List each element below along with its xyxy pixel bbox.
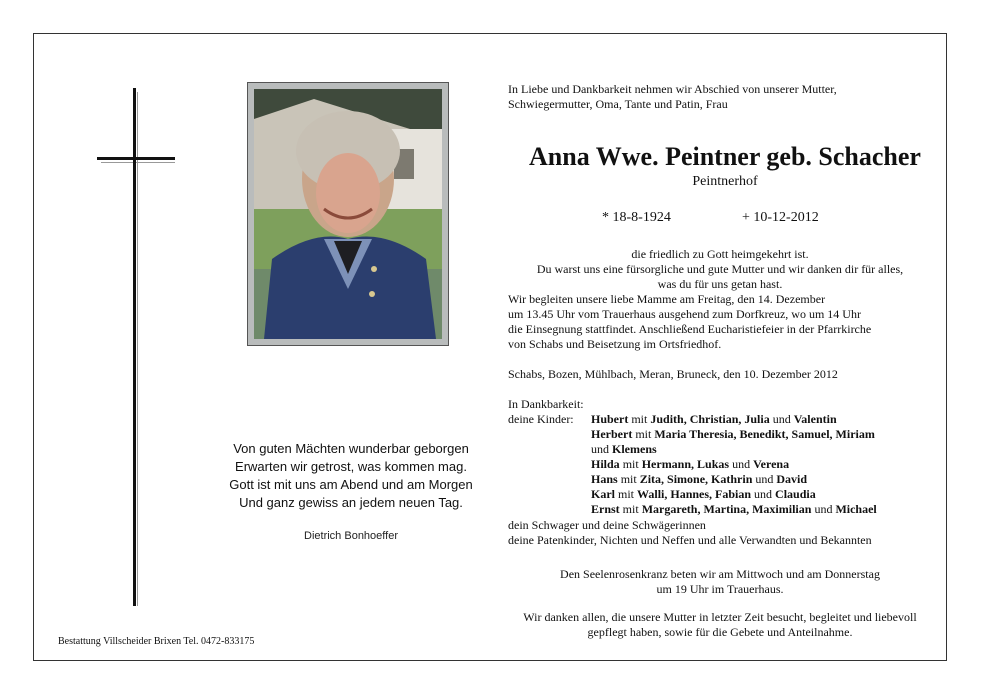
poem-line: Und ganz gewiss an jedem neuen Tag.	[239, 495, 463, 510]
text-line: um 13.45 Uhr vom Trauerhaus ausgehend zum Dorfkreuz, wo um 14 Uhr	[508, 307, 861, 321]
text-line: dein Schwager und deine Schwägerinnen	[508, 518, 706, 532]
list-item: und Klemens	[591, 442, 657, 456]
deceased-name: Anna Wwe. Peintner geb. Schacher	[529, 142, 921, 171]
birth-date: * 18-8-1924	[602, 210, 671, 225]
poem-line: Erwarten wir getrost, was kommen mag.	[235, 459, 467, 474]
rosary-text	[500, 567, 940, 597]
text-line: Wir danken allen, die unsere Mutter in letzter Zeit besucht, begleitet und liebevoll	[523, 610, 917, 624]
death-date: + 10-12-2012	[742, 210, 819, 225]
gratitude-label: In Dankbarkeit:	[508, 397, 584, 411]
list-item: Hans mit Zita, Simone, Kathrin und David	[591, 472, 808, 486]
list-item: Hilda mit Hermann, Lukas und Verena	[591, 457, 790, 471]
relatives-text	[508, 518, 938, 548]
intro-line: Schwiegermutter, Oma, Tante und Patin, Frau	[508, 97, 728, 111]
text-line: die Einsegnung stattfindet. Anschließend Eucharistiefeier in der Pfarrkirche	[508, 322, 872, 336]
text-line: Wir begleiten unsere liebe Mamme am Freitag, den 14. Dezember	[508, 292, 826, 306]
list-item: Ernst mit Margareth, Martina, Maximilian und Michael	[591, 502, 877, 516]
text-line: was du für uns getan hast.	[657, 277, 783, 291]
portrait-photo	[247, 82, 449, 346]
intro-line: In Liebe und Dankbarkeit nehmen wir Abschied von unserer Mutter,	[508, 82, 837, 96]
poem-line: Von guten Mächten wunderbar geborgen	[233, 441, 469, 456]
text-line: Du warst uns eine fürsorgliche und gute Mutter und wir danken dir für alles,	[536, 262, 904, 276]
poem-author: Dietrich Bonhoeffer	[304, 530, 398, 542]
intro-text	[508, 82, 928, 112]
children-list	[591, 412, 931, 517]
text-line: die friedlich zu Gott heimgekehrt ist.	[631, 247, 809, 261]
farm-name: Peintnerhof	[692, 174, 758, 189]
funeral-text	[508, 292, 938, 352]
thanks-text	[500, 610, 940, 640]
list-item: Hubert mit Judith, Christian, Julia und Valentin	[591, 412, 837, 426]
list-item: Karl mit Walli, Hannes, Fabian und Claudia	[591, 487, 816, 501]
text-line: um 19 Uhr im Trauerhaus.	[656, 582, 784, 596]
text-line: deine Patenkinder, Nichten und Neffen und alle Verwandten und Bekannten	[508, 533, 872, 547]
poem-line: Gott ist mit uns am Abend und am Morgen	[229, 477, 473, 492]
text-line: Den Seelenrosenkranz beten wir am Mittwoch und am Donnerstag	[560, 567, 880, 581]
place-date: Schabs, Bozen, Mühlbach, Meran, Bruneck, den 10. Dezember 2012	[508, 367, 838, 381]
list-item: Herbert mit Maria Theresia, Benedikt, Samuel, Miriam	[591, 427, 875, 441]
poem	[196, 440, 506, 512]
undertaker-info: Bestattung Villscheider Brixen Tel. 0472-833175	[58, 636, 255, 647]
text-line: gepflegt haben, sowie für die Gebete und Anteilnahme.	[587, 625, 853, 639]
kids-label: deine Kinder:	[508, 412, 574, 426]
passing-text	[500, 247, 940, 292]
text-line: von Schabs und Beisetzung im Ortsfriedhof.	[508, 337, 722, 351]
